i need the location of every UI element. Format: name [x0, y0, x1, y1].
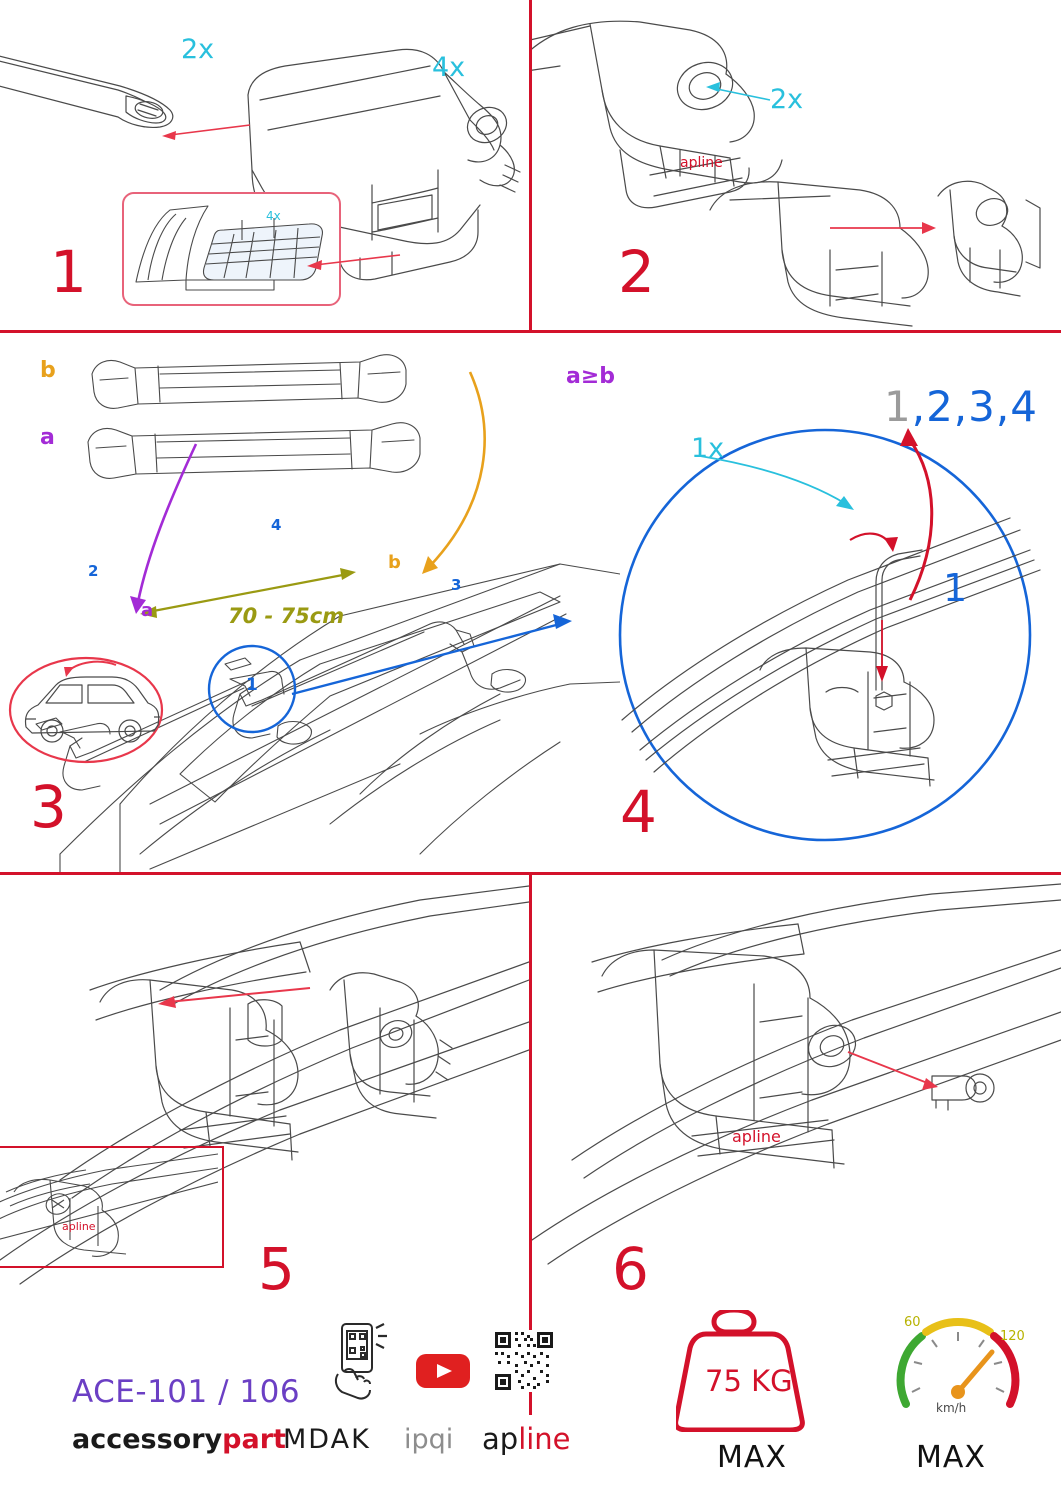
brand-accessorypart: [72, 1424, 286, 1455]
step-number-1: 1: [50, 238, 88, 306]
qr-scan-phone-icon: [320, 1322, 410, 1400]
brand-apline-part1: ap: [482, 1422, 519, 1456]
step-3-illustration: [0, 334, 620, 872]
label-torque-1: 1: [943, 566, 968, 610]
callout-2x-step2: 2x: [770, 84, 804, 115]
brand-accessorypart-part2: part: [222, 1424, 286, 1455]
callout-4x-step1: 4x: [432, 52, 466, 83]
step-2-illustration: [530, 0, 1061, 330]
label-a-arrow: a: [141, 600, 154, 621]
label-corner-2: 2: [88, 562, 99, 580]
speed-limit-icon: [888, 1300, 1028, 1430]
label-corner-4: 4: [271, 516, 282, 534]
brand-apline: [482, 1422, 571, 1456]
svg-text:km/h: km/h: [936, 1401, 967, 1415]
step-4-illustration: [610, 420, 1061, 860]
step-number-4: 4: [620, 778, 658, 846]
brand-ipqi-text: ipqi: [404, 1424, 454, 1455]
section-divider-1: [0, 330, 1061, 333]
callout-2x-step1: 2x: [181, 34, 215, 65]
label-b-arrow: b: [388, 552, 401, 573]
step-number-3: 3: [30, 773, 68, 841]
qr-code-icon: [493, 1330, 555, 1392]
brand-mdak: [283, 1424, 371, 1455]
step-number-6: 6: [612, 1235, 650, 1303]
vehicle-direction-thumbnail: [8, 655, 168, 765]
footer-product-code: ACE-101 / 106: [72, 1374, 301, 1410]
svg-text:apline: apline: [732, 1127, 781, 1146]
step-number-5: 5: [258, 1235, 296, 1303]
weight-limit-label: MAX: [717, 1440, 787, 1475]
step-number-2: 2: [618, 238, 656, 306]
brand-mdak-text: MD: [283, 1424, 331, 1455]
brand-apline-part2: line: [518, 1422, 571, 1456]
svg-text:apline: apline: [680, 155, 723, 171]
section-divider-vertical-top: [529, 0, 532, 330]
label-b-bar: b: [40, 358, 56, 383]
label-corner-1: 1: [246, 675, 258, 695]
label-a-bar: a: [40, 425, 55, 450]
speed-limit-label: MAX: [916, 1440, 986, 1475]
step-5-detail-inset: [0, 1146, 224, 1268]
sequence-first: 1: [884, 382, 912, 431]
youtube-icon[interactable]: [414, 1350, 472, 1392]
callout-1x-step4: 1x: [691, 433, 725, 464]
label-a-ge-b: a≥b: [566, 364, 616, 389]
brand-ipqi: [404, 1424, 453, 1455]
brand-accessorypart-part1: accessory: [72, 1424, 223, 1455]
sequence-rest: ,2,3,4: [911, 382, 1038, 431]
svg-text:60: 60: [904, 1315, 921, 1330]
label-bar-spacing: 70 - 75cm: [228, 604, 345, 628]
label-sequence-1234: [884, 382, 1038, 431]
label-corner-3: 3: [451, 576, 462, 594]
step-1-arrows: [100, 95, 530, 295]
weight-limit-value: 75 KG: [705, 1364, 793, 1398]
brand-mdak-text2: AK: [330, 1424, 371, 1455]
svg-text:apline: apline: [62, 1220, 96, 1233]
svg-text:120: 120: [1000, 1329, 1025, 1344]
svg-text:4x: 4x: [266, 209, 281, 223]
